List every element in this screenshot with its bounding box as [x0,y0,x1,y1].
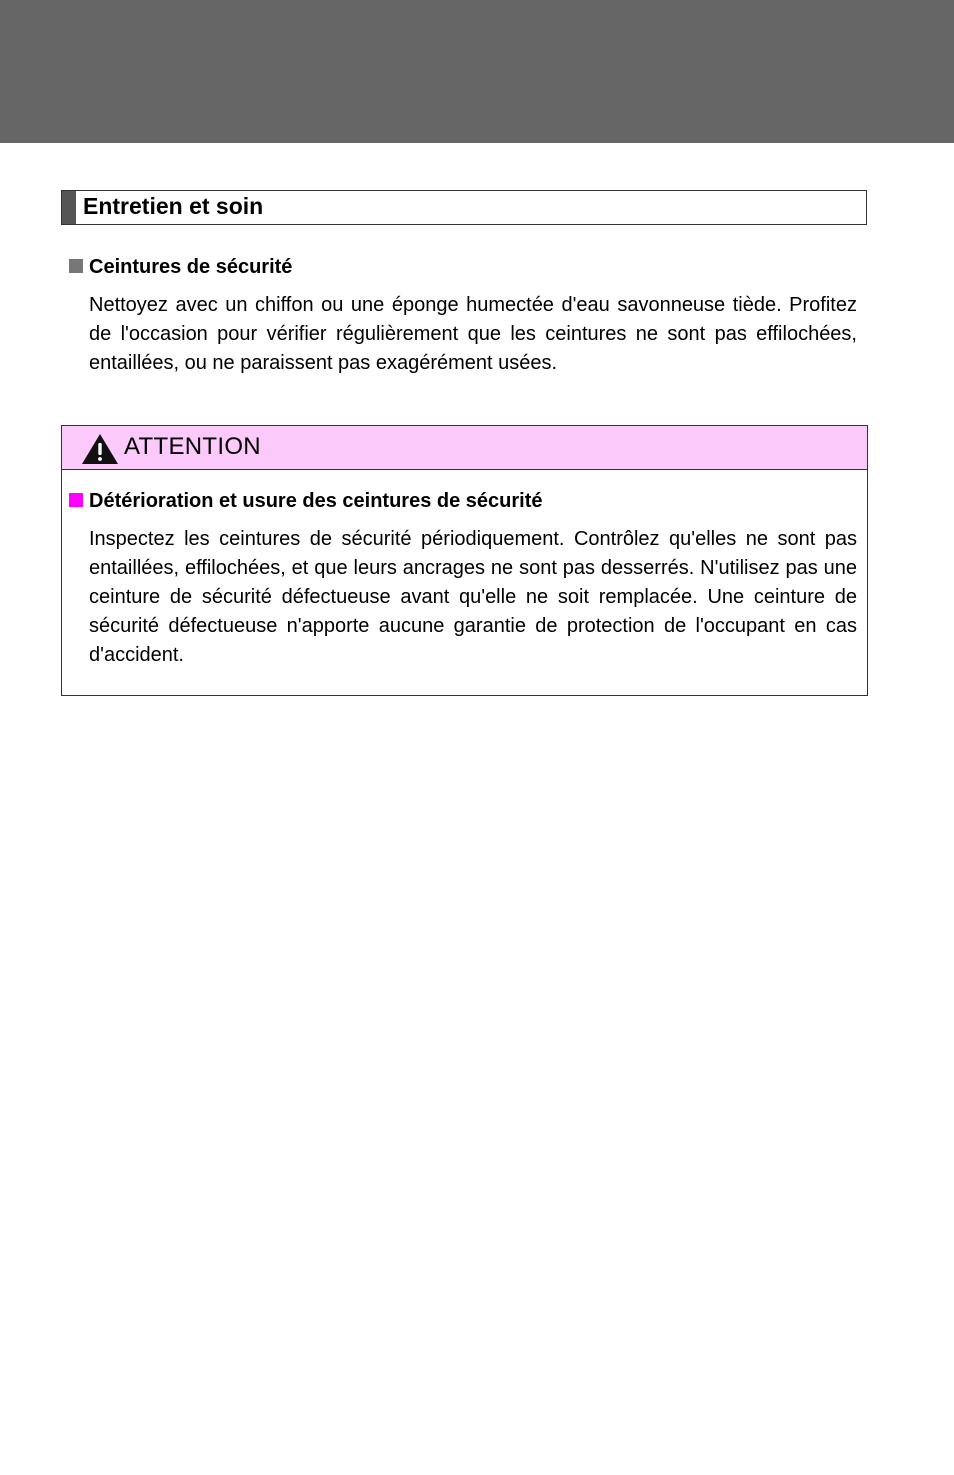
magenta-square-bullet-icon [69,493,83,507]
warning-subheading [69,489,543,513]
care-subheading [69,255,292,279]
care-heading-text: Ceintures de sécurité [89,256,293,278]
warning-triangle-icon [81,433,119,465]
header-band [0,0,954,143]
section-header [61,190,867,225]
warning-heading-text: Détérioration et usure des ceintures de sécurité [89,490,543,512]
section-header-bar [62,191,76,224]
warning-label: ATTENTION [124,433,261,460]
warning-header [62,426,867,470]
warning-paragraph: Inspectez les ceintures de sécurité périodiquement. Contrôlez qu'elles ne sont pas entaillées, effilochées, et que leurs ancrages ne sont pas desserrés. N'utilisez pas une ceinture de sécurité défectueuse avant qu'elle ne soit remplacée. Une ceinture de sécurité défectueuse n'apporte aucune garantie de protection de l'occupant en cas d'accident. [89,528,857,666]
section-title: Entretien et soin [83,193,264,219]
gray-square-bullet-icon [69,259,83,273]
care-paragraph: Nettoyez avec un chiffon ou une éponge humectée d'eau savonneuse tiède. Profitez de l'occasion pour vérifier régulièrement que les ceintures ne sont pas effilochées, entaillées, ou ne paraissent pas exagérément usées. [89,294,857,374]
